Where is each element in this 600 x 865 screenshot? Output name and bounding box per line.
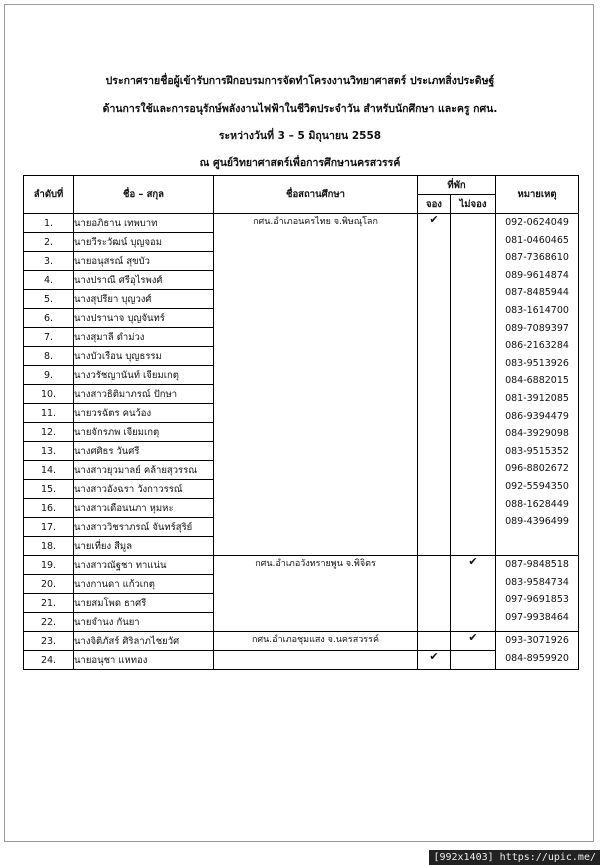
phone-number: 083-9584734: [505, 576, 569, 588]
row-index: 20.: [24, 575, 74, 594]
col-header-index: ลำดับที่: [24, 176, 74, 214]
phone-number: 092-5594350: [505, 480, 569, 492]
row-name: นายอนุชา แหทอง: [74, 651, 214, 670]
school-name: กศน.อำเภอวังทรายพูน จ.พิจิตร: [214, 556, 418, 632]
row-index: 23.: [24, 632, 74, 651]
phone-number: 086-9394479: [505, 410, 569, 422]
row-name: นางสาวธิติมาภรณ์ ปักษา: [74, 385, 214, 404]
phone-number: 083-1614700: [505, 304, 569, 316]
row-name: นายจักรภพ เจียมเกตุ: [74, 423, 214, 442]
row-name: นายสมโพด ธาศรี: [74, 594, 214, 613]
lodging-yes-cell: [418, 632, 451, 651]
lodging-yes-cell: [418, 214, 451, 556]
row-index: 13.: [24, 442, 74, 461]
lodging-yes-cell: [418, 556, 451, 632]
row-index: 6.: [24, 309, 74, 328]
watermark: [992x1403] https://upic.me/: [429, 850, 600, 865]
col-header-name: ชื่อ – สกุล: [74, 176, 214, 214]
phone-notes: [496, 556, 579, 632]
row-name: นายวีระวัฒน์ บุญจอม: [74, 233, 214, 252]
phone-number: 087-9848518: [505, 559, 569, 570]
col-header-school: ชื่อสถานศึกษา: [214, 176, 418, 214]
row-index: 15.: [24, 480, 74, 499]
row-index: 12.: [24, 423, 74, 442]
row-name: นางสาวยุวมาลย์ คล้ายสุวรรณ: [74, 461, 214, 480]
phone-number: 097-9691853: [505, 594, 569, 606]
row-name: นายเที่ยง สีมูล: [74, 537, 214, 556]
row-index: 2.: [24, 233, 74, 252]
row-name: นายอนุสรณ์ สุขบัว: [74, 252, 214, 271]
row-index: 3.: [24, 252, 74, 271]
row-index: 24.: [24, 651, 74, 670]
row-name: นางสาวอังฉรา วังกาวรรณ์: [74, 480, 214, 499]
row-index: 11.: [24, 404, 74, 423]
phone-number: 084-3929098: [505, 428, 569, 440]
row-index: 18.: [24, 537, 74, 556]
row-name: นางศศิธร วันศรี: [74, 442, 214, 461]
title-venue: ณ ศูนย์วิทยาศาสตร์เพื่อการศึกษานครสวรรค์: [199, 157, 401, 169]
row-name: นางจิติภัสร์ ศิริลาภไชยวัศ: [74, 632, 214, 651]
school-name: [214, 651, 418, 670]
row-index: 19.: [24, 556, 74, 575]
lodging-no-cell: [451, 632, 496, 651]
table-row: [24, 651, 579, 670]
phone-number: 096-8802672: [505, 463, 569, 475]
school-name: กศน.อำเภอชุมแสง จ.นครสวรรค์: [214, 632, 418, 651]
check-icon: ✔: [429, 213, 439, 226]
row-index: 17.: [24, 518, 74, 537]
row-index: 7.: [24, 328, 74, 347]
row-name: นายอภิธาน เทพบาท: [74, 214, 214, 233]
col-header-note: หมายเหตุ: [496, 176, 579, 214]
row-name: นางบัวเรือน บุญธรรม: [74, 347, 214, 366]
row-name: นายวรฉัตร คนว้อง: [74, 404, 214, 423]
participants-table: [23, 175, 579, 670]
phone-number: 089-4396499: [505, 516, 569, 528]
col-header-lodging-no: ไม่จอง: [451, 195, 496, 214]
check-icon: ✔: [429, 650, 439, 663]
row-index: 1.: [24, 214, 74, 233]
row-name: นางสาววิชราภรณ์ จันทร์สุริย์: [74, 518, 214, 537]
phone-number: 092-0624049: [505, 217, 569, 228]
row-name: นางวรัชญานันท์ เจียมเกตุ: [74, 366, 214, 385]
table-row: [24, 632, 579, 651]
row-index: 22.: [24, 613, 74, 632]
row-name: นางกานดา แก้วเกตุ: [74, 575, 214, 594]
phone-number: 086-2163284: [505, 340, 569, 352]
phone-notes: [496, 632, 579, 670]
phone-number: 093-3071926: [505, 635, 569, 646]
table-row: [24, 214, 579, 233]
title-date: ระหว่างวันที่ 3 – 5 มิถุนายน 2558: [218, 130, 382, 142]
row-index: 21.: [24, 594, 74, 613]
phone-number: 083-9515352: [505, 445, 569, 457]
phone-number: 087-7368610: [505, 252, 569, 264]
phone-number: 089-9614874: [505, 269, 569, 281]
lodging-no-cell: [451, 214, 496, 556]
row-index: 9.: [24, 366, 74, 385]
row-index: 8.: [24, 347, 74, 366]
row-name: นางปรานาจ บุญจันทร์: [74, 309, 214, 328]
row-name: นางปราณี ศรีอุไรพงศ์: [74, 271, 214, 290]
phone-notes: [496, 214, 579, 556]
phone-number: 083-9513926: [505, 357, 569, 369]
row-name: นางสาวเดือนนภา หุมหะ: [74, 499, 214, 518]
phone-number: 087-8485944: [505, 287, 569, 299]
phone-number: 084-6882015: [505, 375, 569, 387]
row-name: นางสาวณัฐชา ทาแน่น: [74, 556, 214, 575]
col-header-lodging-yes: จอง: [418, 195, 451, 214]
row-index: 10.: [24, 385, 74, 404]
phone-number: 084-8959920: [505, 652, 569, 664]
school-name: กศน.อำเภอนครไทย จ.พิษณุโลก: [214, 214, 418, 556]
row-index: 4.: [24, 271, 74, 290]
row-name: นางสุมาลี ดำม่วง: [74, 328, 214, 347]
row-index: 5.: [24, 290, 74, 309]
row-index: 16.: [24, 499, 74, 518]
lodging-no-cell: [451, 556, 496, 632]
check-icon: ✔: [468, 555, 478, 568]
phone-number: 089-7089397: [505, 322, 569, 334]
table-row: [24, 556, 579, 575]
lodging-no-cell: [451, 651, 496, 670]
col-header-lodging: ที่พัก: [418, 176, 496, 195]
title-line-1: ประกาศรายชื่อผู้เข้ารับการฝึกอบรมการจัดทำโครงงานวิทยาศาสตร์ ประเภทสิ่งประดิษฐ์: [105, 75, 495, 87]
phone-number: 081-0460465: [505, 234, 569, 246]
row-name: นายจำนง กันยา: [74, 613, 214, 632]
phone-number: 097-9938464: [505, 611, 569, 623]
check-icon: ✔: [468, 631, 478, 644]
title-line-2: ด้านการใช้และการอนุรักษ์พลังงานไฟฟ้าในชีวิตประจำวัน สำหรับนักศึกษา และครู กศน.: [102, 103, 498, 115]
row-name: นางสุปรียา บุญวงศ์: [74, 290, 214, 309]
phone-number: 088-1628449: [505, 498, 569, 510]
lodging-yes-cell: [418, 651, 451, 670]
phone-number: 081-3912085: [505, 392, 569, 404]
row-index: 14.: [24, 461, 74, 480]
